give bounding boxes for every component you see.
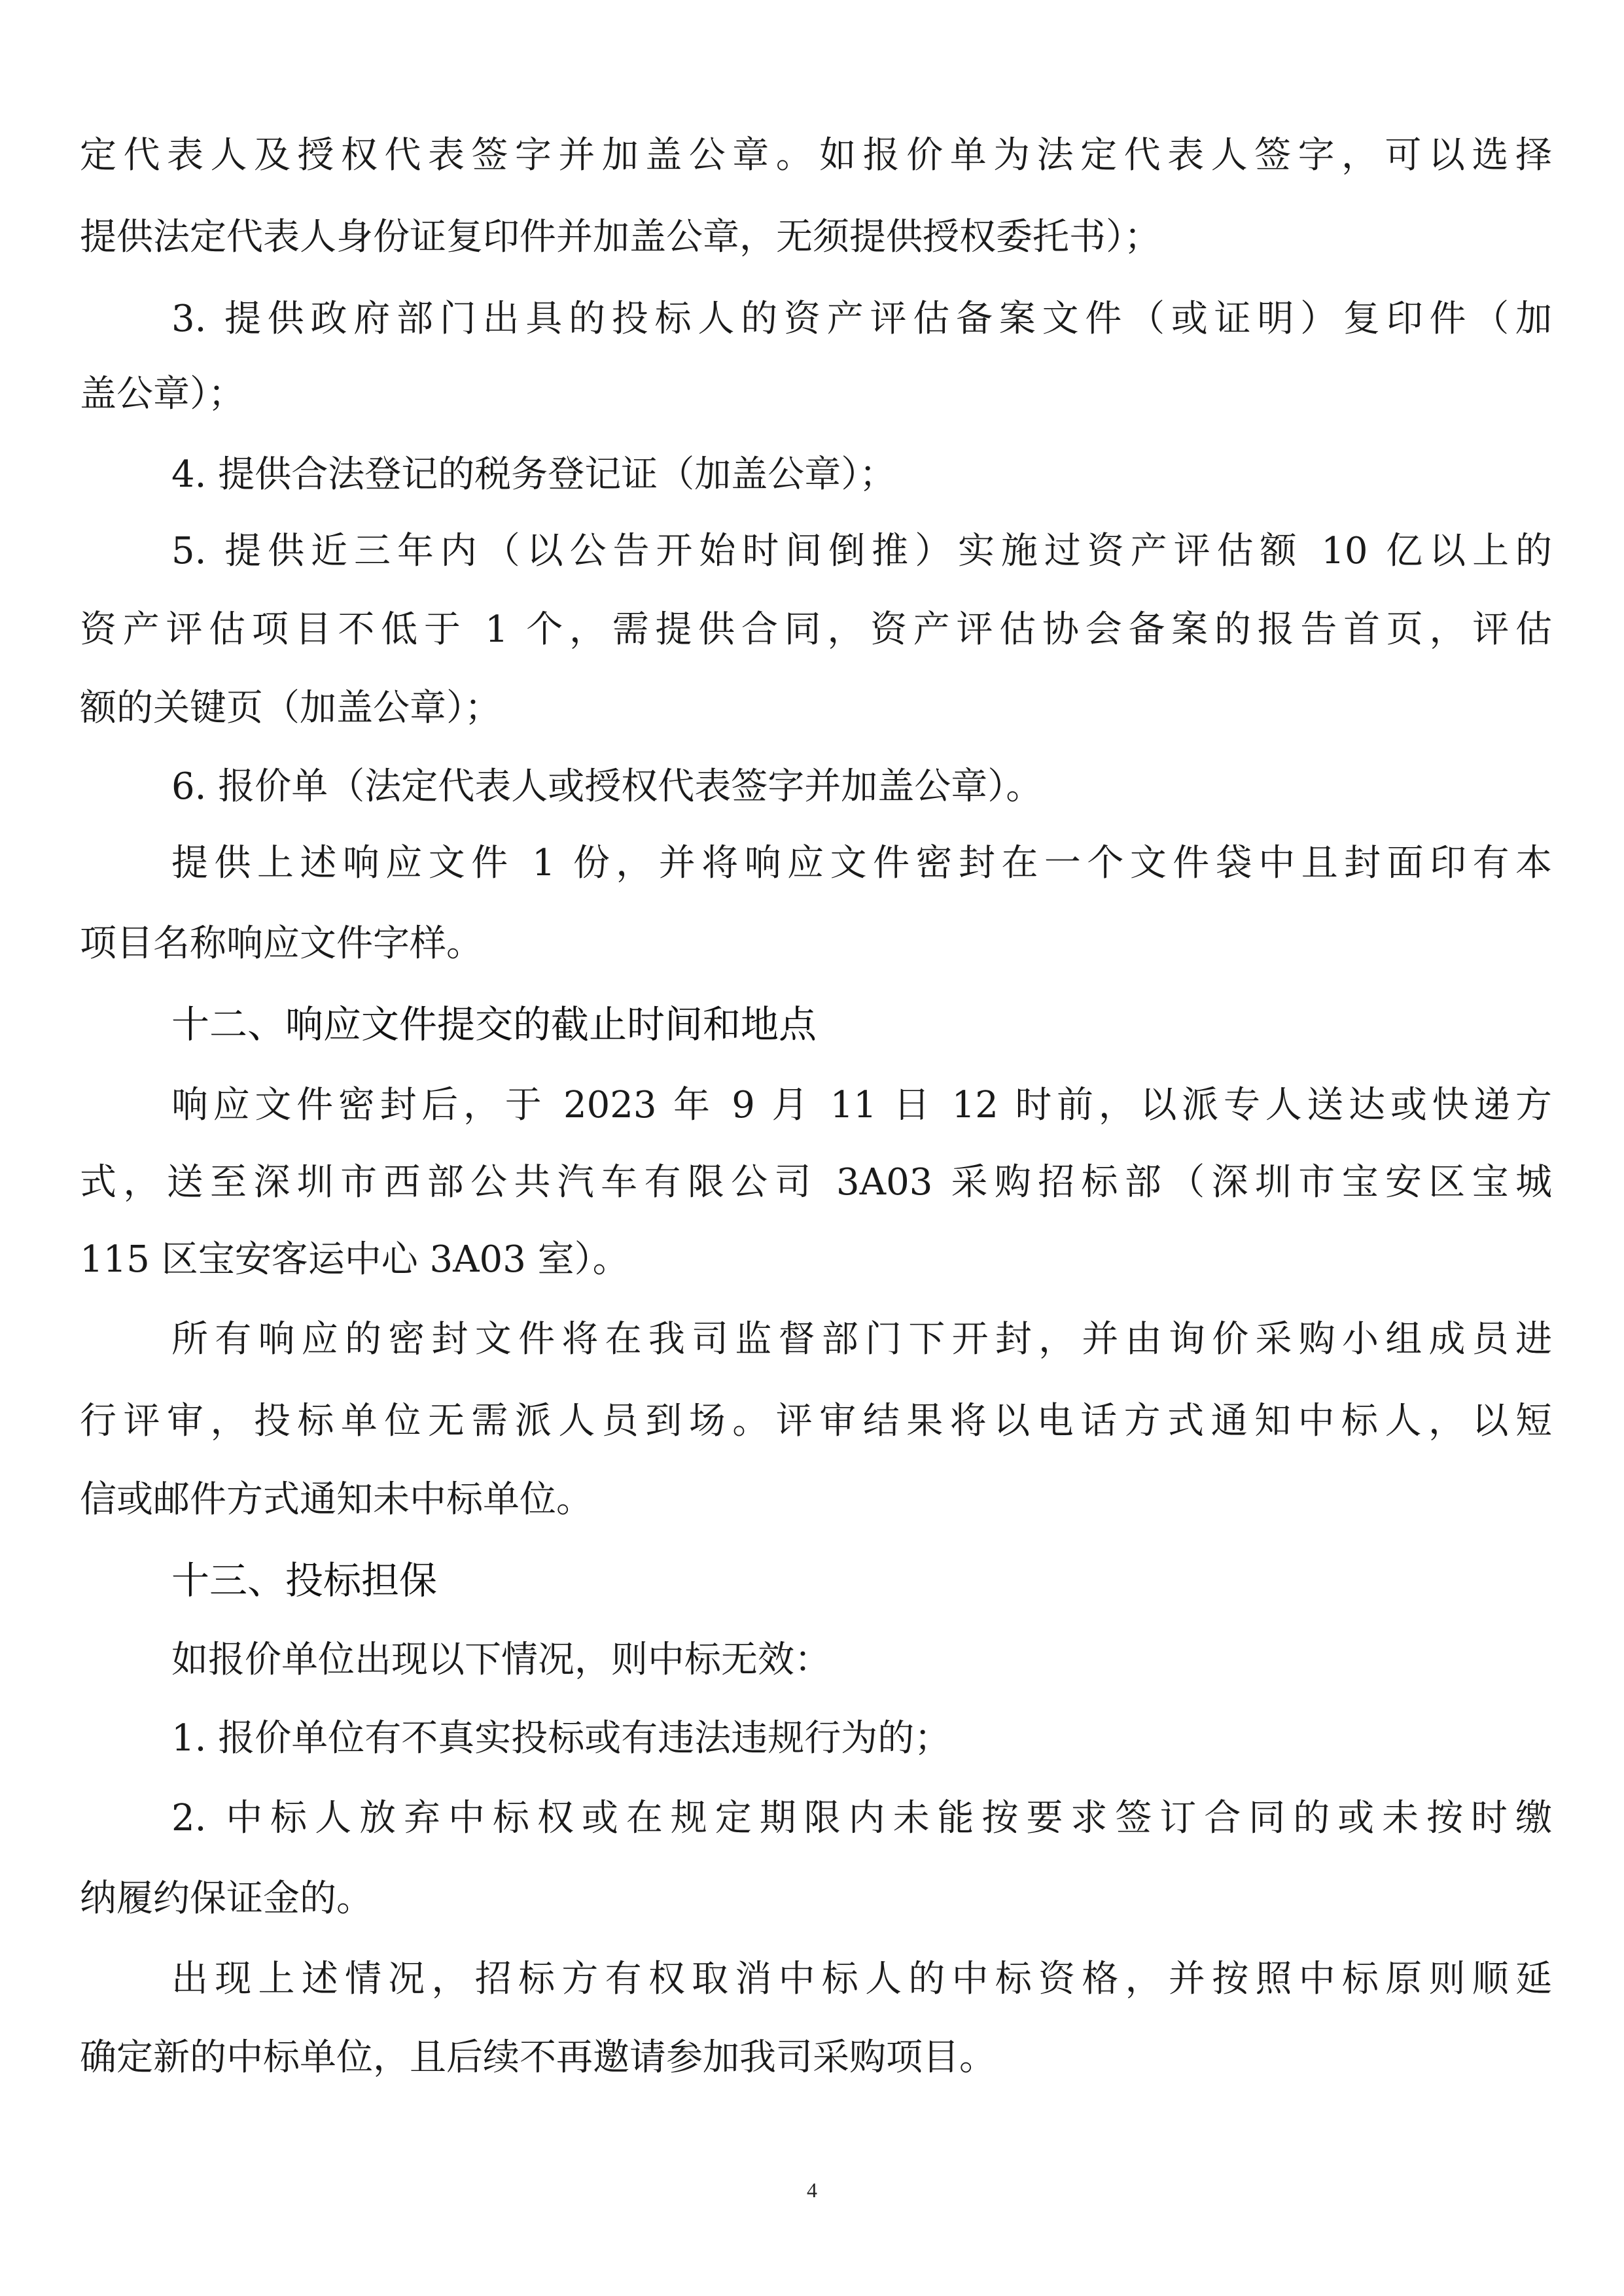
paragraph-line: 响应文件密封后，于 2023 年 9 月 11 日 12 时前，以派专人送达或快递方 [171,1084,1552,1126]
section-heading-12: 十二、响应文件提交的截止时间和地点 [171,1002,817,1047]
text-line: 额的关键页（加盖公章）； [80,687,501,729]
list-item-2: 2. 中标人放弃中标权或在规定期限内未能按要求签订合同的或未按时缴 [171,1797,1552,1839]
list-item-1: 1. 报价单位有不真实投标或有违法违规行为的； [171,1717,951,1760]
paragraph-line: 出现上述情况，招标方有权取消中标人的中标资格，并按照中标原则顺延 [171,1958,1552,2000]
list-item-5: 5. 提供近三年内（以公告开始时间倒推）实施过资产评估额 10 亿以上的 [171,530,1552,572]
list-item-3: 3. 提供政府部门出具的投标人的资产评估备案文件（或证明）复印件（加 [171,298,1552,340]
text-line: 式，送至深圳市西部公共汽车有限公司 3A03 采购招标部（深圳市宝安区宝城 [80,1161,1552,1204]
text-line: 115 区宝安客运中心 3A03 室）。 [80,1238,629,1281]
list-item-4: 4. 提供合法登记的税务登记证（加盖公章）； [171,453,896,496]
text-line: 项目名称响应文件字样。 [80,922,483,965]
list-item-6: 6. 报价单（法定代表人或授权代表签字并加盖公章）。 [171,765,1043,808]
paragraph-line: 所有响应的密封文件将在我司监督部门下开封，并由询价采购小组成员进 [171,1318,1552,1361]
text-line: 资产评估项目不低于 1 个，需提供合同，资产评估协会备案的报告首页，评估 [80,608,1552,651]
text-line: 信或邮件方式通知未中标单位。 [80,1478,593,1521]
text-line: 纳履约保证金的。 [80,1877,373,1920]
paragraph-line: 提供上述响应文件 1 份，并将响应文件密封在一个文件袋中且封面印有本 [171,842,1552,884]
page-number: 4 [807,2178,817,2202]
paragraph-line: 如报价单位出现以下情况，则中标无效： [171,1639,831,1681]
text-line: 行评审，投标单位无需派人员到场。评审结果将以电话方式通知中标人，以短 [80,1400,1552,1442]
section-heading-13: 十三、投标担保 [171,1558,438,1603]
text-line: 提供法定代表人身份证复印件并加盖公章，无须提供授权委托书）； [80,216,1161,258]
text-line: 定代表人及授权代表签字并加盖公章。如报价单为法定代表人签字，可以选择 [80,134,1552,177]
text-line: 确定新的中标单位，且后续不再邀请参加我司采购项目。 [80,2036,996,2079]
text-line: 盖公章）； [80,373,245,415]
